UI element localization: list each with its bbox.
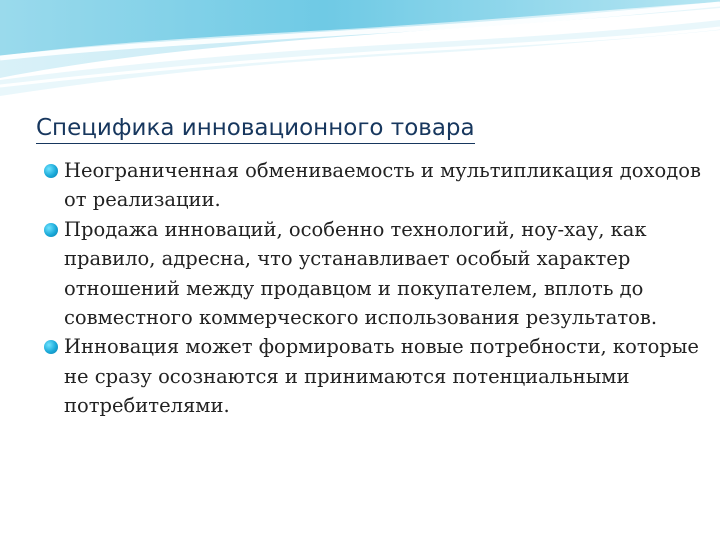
bullet-list	[64, 156, 704, 421]
bullet-text: Продажа инноваций, особенно технологий, ноу-хау, как правило, адресна, что устанавливает особый характер отношений между продавцом и покупателем, вплоть до совместного коммерческого использования результатов.	[64, 217, 658, 330]
bullet-dot-icon	[44, 164, 58, 178]
slide-title-text: Специфика инновационного товара	[36, 113, 475, 144]
bullet-item	[64, 215, 704, 333]
bullet-text: Неограниченная обмениваемость и мультипликация доходов от реализации.	[64, 159, 701, 212]
bullet-text: Инновация может формировать новые потребности, которые не сразу осознаются и принимаются потенциальными потребителями.	[64, 335, 699, 418]
bullet-dot-icon	[44, 340, 58, 354]
bullet-item	[64, 156, 704, 215]
header-wave-decoration	[0, 0, 720, 110]
bullet-item	[64, 332, 704, 420]
slide-title	[36, 111, 696, 145]
bullet-dot-icon	[44, 223, 58, 237]
